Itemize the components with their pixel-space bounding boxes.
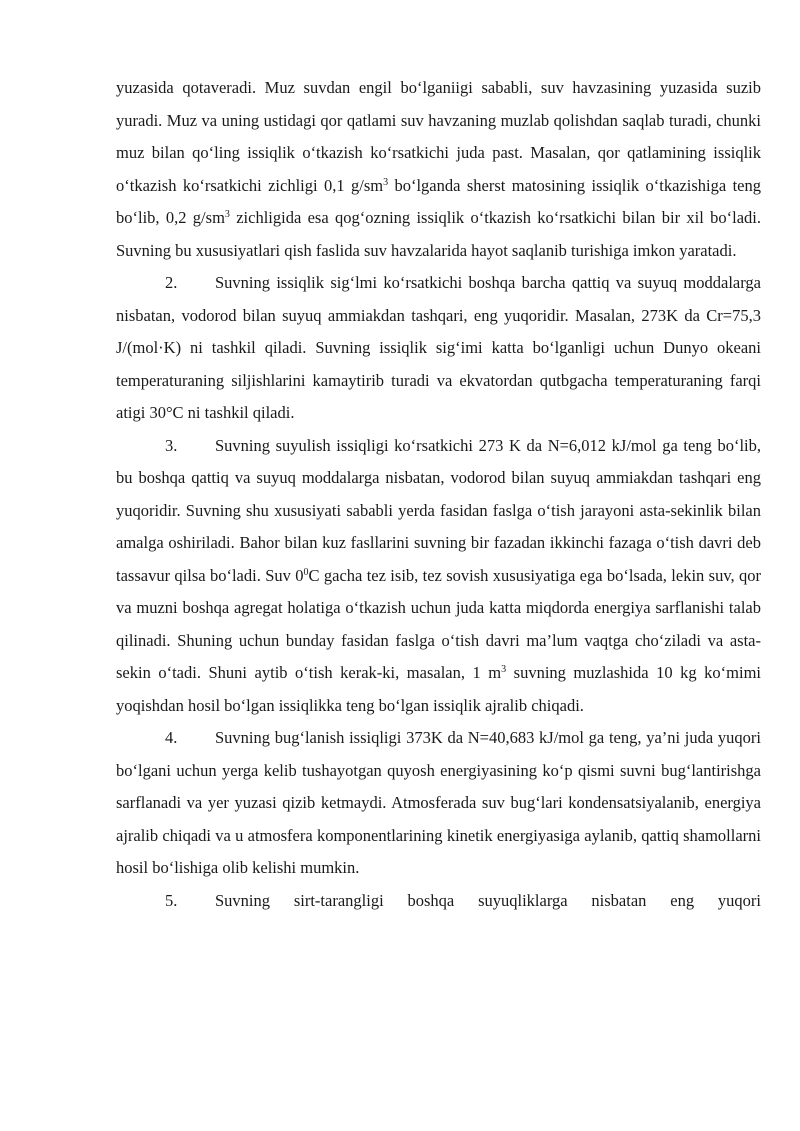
- list-item-number: 3.: [165, 435, 178, 455]
- list-item-text-part-1: Suvning suyulish issiqligi ko‘rsatkichi 273 K da N=6,012 kJ/mol ga teng bo‘lib, bu boshqa qattiq va suyuq moddalarga nisbatan, vodorod bilan suyuq ammiakdan tashqari eng yuqoridir. Suvning shu xususiyati sababli yerda fasidan faslga o‘tish jarayoni asta-sekinlik bilan amalga oshiriladi. Bahor bilan kuz fasllarini suvning bir fazadan ikkinchi fazaga o‘tish davri deb tassavur qilsa bo‘ladi. Suv 0: [116, 435, 761, 585]
- intro-text-part-3: zichligida esa qog‘ozning issiqlik o‘tkazish ko‘rsatkichi bilan bir xil bo‘ladi. Suvning bu xususiyatlari qish faslida suv havzalarida hayot saqlanib turishiga imkon yaratadi.: [116, 208, 761, 260]
- list-item-superscript-2: 3: [501, 664, 507, 675]
- intro-text-part-2: bo‘lganda sherst matosining issiqlik o‘tkazishiga teng bo‘lib, 0,2 g/sm: [116, 175, 761, 227]
- list-item-4: [116, 722, 761, 885]
- list-item-text-part-2: C gacha tez isib, tez sovish xususiyatiga ega bo‘lsada, lekin suv, qor va muzni boshqa agregat holatiga o‘tkazish uchun juda katta miqdorda energiya sarflanishi talab qilinadi. Shuning uchun bunday fasidan faslga o‘tish davri ma’lum vaqtga cho‘ziladi va asta-sekin o‘tadi. Shuni aytib o‘tish kerak-ki, masalan, 1 m: [116, 565, 761, 682]
- intro-text-part-1: yuzasida qotaveradi. Muz suvdan engil bo‘lganiigi sababli, suv havzasining yuzasida suzib yuradi. Muz va uning ustidagi qor qatlami suv havzaning muzlab qolishdan saqlab turadi, chunki muz bilan qo‘ling issiqlik o‘tkazish ko‘rsatkichi juda past. Masalan, qor qatlamining issiqlik o‘tkazish ko‘rsatkichi zichligi 0,1 g/sm: [116, 78, 761, 195]
- list-item-superscript-1: 0: [303, 566, 309, 578]
- list-item-3: [116, 430, 761, 723]
- intro-paragraph: [116, 72, 761, 267]
- list-item-number: 2.: [165, 273, 178, 292]
- list-item-2: [116, 267, 761, 430]
- list-item-text: Suvning bug‘lanish issiqligi 373K da N=40,683 kJ/mol ga teng, ya’ni juda yuqori bo‘lgani uchun yerga kelib tushayotgan quyosh energiyasining ko‘p qismi suvni bug‘lantirishga sarflanadi va yer yuzasi qizib ketmaydi. Atmosferada suv bug‘lari kondensatsiyalanib, energiya ajralib chiqadi va u atmosfera komponentlarining kinetik energiyasiga aylanib, qattiq shamollarni hosil bo‘lishiga olib kelishi mumkin.: [116, 728, 761, 877]
- intro-superscript-2: 3: [224, 209, 230, 220]
- list-item-text-part-3: suvning muzlashida 10 kg ko‘mimi yoqishdan hosil bo‘lgan issiqlikka teng bo‘lgan issiqlik ajralib chiqadi.: [116, 663, 761, 715]
- list-item-5: [116, 885, 761, 918]
- intro-superscript-1: 3: [383, 176, 389, 188]
- list-item-number: 5.: [165, 890, 178, 910]
- list-item-text: Suvning issiqlik sig‘lmi ko‘rsatkichi boshqa barcha qattiq va suyuq moddalarga nisbatan, vodorod bilan suyuq ammiakdan tashqari, eng yuqoridir. Masalan, 273K da Cr=75,3 J/(mol·K) ni tashkil qiladi. Suvning issiqlik sig‘imi katta bo‘lganligi uchun Dunyo okeani temperaturaning siljishlarini kamaytirib turadi va ekvatordan qutbgacha temperaturaning farqi atigi 30°C ni tashkil qiladi.: [116, 273, 761, 422]
- list-item-number: 4.: [165, 728, 178, 747]
- list-item-text: Suvning sirt-tarangligi boshqa suyuqliklarga nisbatan eng yuqori: [215, 890, 761, 910]
